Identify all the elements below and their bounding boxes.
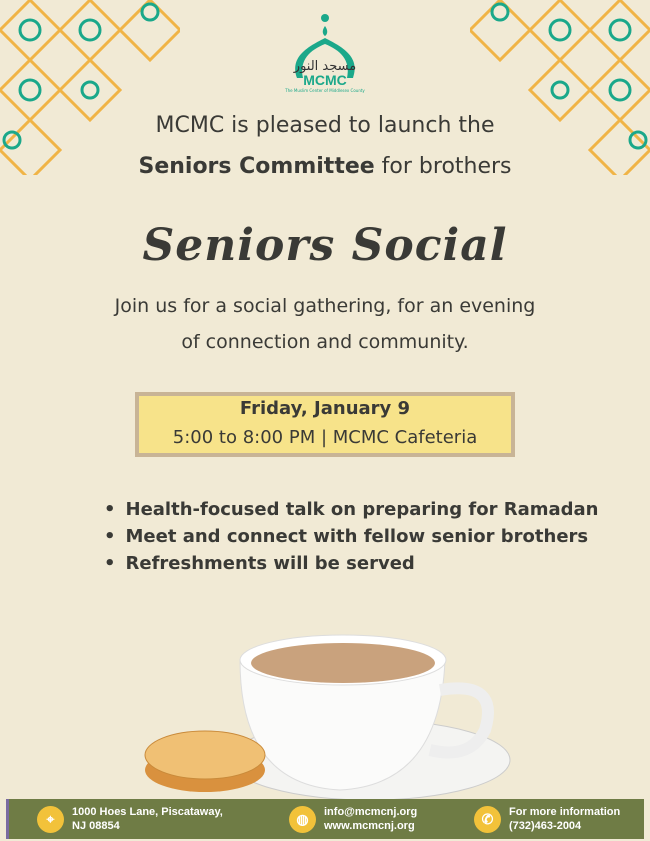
globe-icon: ◍ [289, 806, 316, 833]
tea-cup-image [140, 620, 520, 800]
corner-ornament-right [470, 0, 650, 175]
logo-name: MCMC [303, 72, 347, 88]
website-link[interactable]: www.mcmcnj.org [324, 820, 415, 832]
phone-number[interactable]: (732)463-2004 [509, 820, 582, 832]
footer-web [289, 805, 417, 833]
phone-icon: ✆ [474, 806, 501, 833]
event-details-box [135, 392, 515, 457]
email-link[interactable]: info@mcmcnj.org [324, 806, 418, 818]
address-line-1: 1000 Hoes Lane, Piscataway, [72, 806, 223, 818]
logo-arabic: مسجد النور [293, 59, 357, 74]
footer-contact-bar [6, 799, 644, 839]
mcmc-logo [275, 8, 375, 93]
location-pin-icon: ⌖ [37, 806, 64, 833]
mosque-dome-icon [275, 8, 375, 78]
corner-ornament-left [0, 0, 180, 175]
list-item: • Meet and connect with fellow senior brothers [104, 523, 598, 550]
committee-name: Seniors Committee [138, 154, 375, 179]
intro-line-2 [0, 154, 650, 179]
event-description [0, 288, 650, 360]
intro-line-2-rest: for brothers [374, 154, 512, 179]
description-line-1: Join us for a social gathering, for an evening [114, 295, 536, 317]
event-time-location: 5:00 to 8:00 PM | MCMC Cafeteria [172, 427, 478, 448]
list-item: • Refreshments will be served [104, 550, 598, 577]
list-item: • Health-focused talk on preparing for Ramadan [104, 496, 598, 523]
logo-subtitle: The Muslim Center of Middlesex County [285, 88, 365, 93]
footer-address [37, 805, 223, 833]
address-line-2: NJ 08854 [72, 820, 120, 832]
description-line-2: of connection and community. [181, 331, 469, 353]
intro-line-1: MCMC is pleased to launch the [155, 113, 495, 138]
event-highlights-list [104, 496, 598, 577]
event-title: Seniors Social [142, 220, 508, 271]
footer-phone [474, 805, 620, 833]
event-date: Friday, January 9 [239, 398, 411, 419]
info-label: For more information [509, 806, 621, 818]
